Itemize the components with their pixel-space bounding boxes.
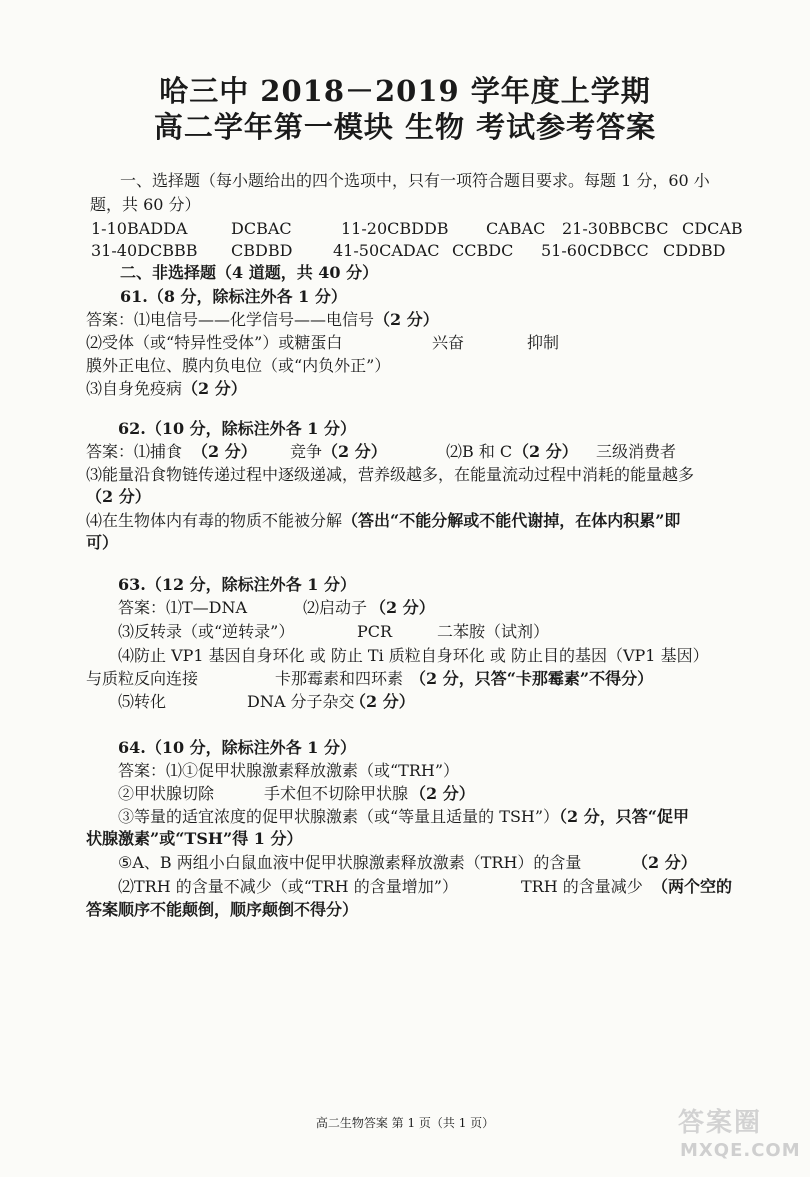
- q62-line4: [86, 510, 680, 532]
- watermark-url: MXQE.COM: [680, 1140, 801, 1161]
- q63-line3: ⑷防止 VP1 基因自身环化 或 防止 Ti 质粒自身环化 或 防止目的基因（VP1 基因）: [118, 646, 709, 665]
- page-title-line2: 高二学年第一模块 生物 考试参考答案: [153, 110, 657, 144]
- q64-score-5: （2 分）: [632, 853, 697, 872]
- q64-note-3: （2 分，只答“促甲: [559, 807, 689, 826]
- q62-answer-1b: 竞争: [290, 442, 323, 461]
- q64-answer-6a: ⑵TRH 的含量不减少（或“TRH 的含量增加”）: [118, 877, 458, 896]
- q64-score-2: （2 分）: [410, 784, 475, 803]
- q62-answer-1a: 答案：⑴捕食: [86, 442, 183, 461]
- q61-answer-2b: 兴奋: [432, 333, 465, 352]
- q62-score-2: （2 分）: [513, 442, 578, 461]
- page-title-line1: 哈三中 2018－2019 学年度上学期: [159, 74, 651, 108]
- q61-heading: 61.（8 分，除标注外各 1 分）: [120, 287, 347, 306]
- q63-answer-3b: PCR: [357, 622, 393, 641]
- q64-note-6: （两个空的: [652, 877, 733, 896]
- q61-answer-2a: ⑵受体（或“特异性受体”）或糖蛋白: [86, 333, 343, 352]
- q63-answer-4b: 卡那霉素和四环素: [275, 669, 404, 688]
- answer-cell: 41-50CADAC: [333, 241, 440, 260]
- q61-answer-1: 答案：⑴电信号——化学信号——电信号: [86, 310, 375, 329]
- answer-cell: 51-60CDBCC: [541, 241, 649, 260]
- q61-score-3: （2 分）: [182, 379, 247, 398]
- q62-score-1b: （2 分）: [322, 442, 387, 461]
- q61-line1: [86, 309, 439, 331]
- q62-line3: （2 分）: [86, 487, 151, 506]
- q63-answer-1: 答案：⑴T—DNA: [118, 598, 248, 617]
- q64-heading: 64.（10 分，除标注外各 1 分）: [118, 738, 356, 757]
- answer-cell: CDCAB: [682, 219, 743, 238]
- q62-score-1a: （2 分）: [192, 442, 257, 461]
- q63-answer-4a: 与质粒反向连接: [86, 669, 199, 688]
- answer-cell: 21-30BBCBC: [562, 219, 669, 238]
- answer-cell: 31-40DCBBB: [91, 241, 198, 260]
- answer-cell: CCBDC: [452, 241, 514, 260]
- q62-answer-2: ⑵B 和 C: [446, 442, 513, 461]
- q61-line3: 膜外正电位、膜内负电位（或“内负外正”）: [86, 356, 391, 375]
- watermark-logo: 答案圈: [678, 1108, 763, 1138]
- q63-answer-5b: DNA 分子杂交: [247, 692, 355, 711]
- answer-cell: DCBAC: [231, 219, 292, 238]
- q64-line4: 状腺激素”或“TSH”得 1 分）: [86, 829, 303, 848]
- q62-answer-2b: 三级消费者: [596, 442, 677, 461]
- page-footer: 高二生物答案 第 1 页（共 1 页）: [315, 1116, 495, 1130]
- section1-heading-cont: 题，共 60 分）: [90, 195, 201, 214]
- answer-cell: CBDBD: [231, 241, 293, 260]
- q64-answer-3: ③等量的适宜浓度的促甲状腺激素（或“等量且适量的 TSH”）: [118, 807, 560, 826]
- q64-answer-2a: ②甲状腺切除: [118, 784, 215, 803]
- q64-line1: 答案：⑴①促甲状腺激素释放激素（或“TRH”）: [118, 761, 460, 780]
- q63-answer-2: ⑵启动子: [303, 598, 368, 617]
- section1-heading: 一、选择题（每小题给出的四个选项中，只有一项符合题目要求。每题 1 分，60 小: [120, 171, 710, 190]
- answer-cell: CABAC: [486, 219, 546, 238]
- q64-line3: [118, 806, 689, 828]
- q62-answer-4: ⑷在生物体内有毒的物质不能被分解: [86, 511, 343, 530]
- q63-score-5: （2 分）: [350, 692, 415, 711]
- q61-line4: [86, 378, 247, 400]
- q62-note-4: （答出“不能分解或不能代谢掉，在体内积累”即: [342, 511, 681, 530]
- q64-answer-6b: TRH 的含量减少: [521, 877, 643, 896]
- q64-line7: 答案顺序不能颠倒，顺序颠倒不得分）: [86, 900, 359, 919]
- q61-answer-3: ⑶自身免疫病: [86, 379, 183, 398]
- q62-line5: 可）: [86, 533, 119, 552]
- q63-answer-3a: ⑶反转录（或“逆转录”）: [118, 622, 295, 641]
- q64-answer-5: ⑤A、B 两组小白鼠血液中促甲状腺激素释放激素（TRH）的含量: [118, 853, 582, 872]
- q61-line2: [86, 332, 342, 354]
- section2-heading: 二、非选择题（4 道题，共 40 分）: [120, 263, 379, 282]
- q62-line2: ⑶能量沿食物链传递过程中逐级递减，营养级越多，在能量流动过程中消耗的能量越多: [86, 465, 695, 484]
- q61-score-1: （2 分）: [374, 310, 439, 329]
- q63-answer-5a: ⑸转化: [118, 692, 167, 711]
- q63-note-4: （2 分，只答“卡那霉素”不得分）: [410, 669, 654, 688]
- q63-heading: 63.（12 分，除标注外各 1 分）: [118, 575, 356, 594]
- answer-cell: 11-20CBDDB: [341, 219, 449, 238]
- q63-answer-3c: 二苯胺（试剂）: [437, 622, 550, 641]
- answer-cell: 1-10BADDA: [91, 219, 188, 238]
- watermark: [678, 1102, 802, 1168]
- q61-answer-2c: 抑制: [527, 333, 560, 352]
- q62-heading: 62.（10 分，除标注外各 1 分）: [118, 419, 356, 438]
- answer-cell: CDDBD: [663, 241, 726, 260]
- q63-score-2: （2 分）: [370, 598, 435, 617]
- q64-answer-2b: 手术但不切除甲状腺: [264, 784, 409, 803]
